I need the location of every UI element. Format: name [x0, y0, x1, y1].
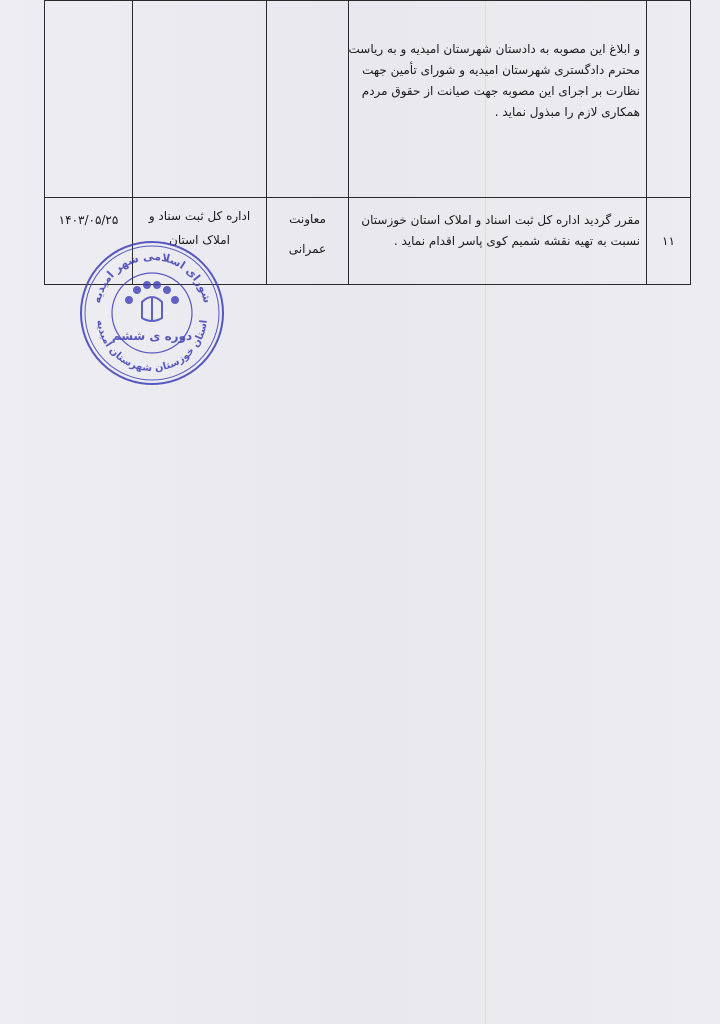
table-row — [45, 1, 691, 198]
resolution-text-cell — [349, 1, 647, 198]
resolution-text-line: و ابلاغ این مصوبه به دادستان شهرستان امیدیه و به ریاست — [348, 42, 640, 56]
resolution-text-line: همکاری لازم را مبذول نماید . — [494, 105, 640, 119]
organization-cell — [133, 1, 267, 198]
department-line: عمرانی — [288, 242, 327, 256]
department-line: معاونت — [289, 212, 326, 226]
organization-line: املاک استان — [169, 233, 230, 247]
seal-bottom-text: استان خوزستان شهرستان امیدیه — [94, 319, 210, 375]
organization-line: اداره کل ثبت سناد و — [148, 209, 251, 223]
seal-emblem-icon — [125, 281, 179, 321]
seal-center-text: دوره ی ششم — [111, 329, 193, 343]
department-cell — [267, 198, 349, 285]
resolution-text-line: محترم دادگستری شهرستان امیدیه و شورای تأمین جهت — [362, 63, 640, 77]
resolution-text-cell — [349, 198, 647, 285]
seal-top-text: شورای اسلامی شهر امیدیه — [89, 249, 215, 305]
resolution-text-line: نسبت به تهیه نقشه شمیم کوی پاسر اقدام نماید . — [393, 234, 640, 248]
department-cell — [267, 1, 349, 198]
row-number-cell — [647, 1, 691, 198]
council-seal-stamp — [77, 238, 227, 388]
resolution-text-line: مقرر گردید اداره کل ثبت اسناد و املاک استان خوزستان — [361, 213, 640, 227]
resolution-text-line: نظارت بر اجرای این مصوبه جهت صیانت از حقوق مردم — [361, 84, 640, 98]
row-number-cell: ۱۱ — [647, 198, 691, 285]
date-cell: ۱۴۰۳/۰۵/۲۵ — [45, 198, 133, 285]
date-cell — [45, 1, 133, 198]
